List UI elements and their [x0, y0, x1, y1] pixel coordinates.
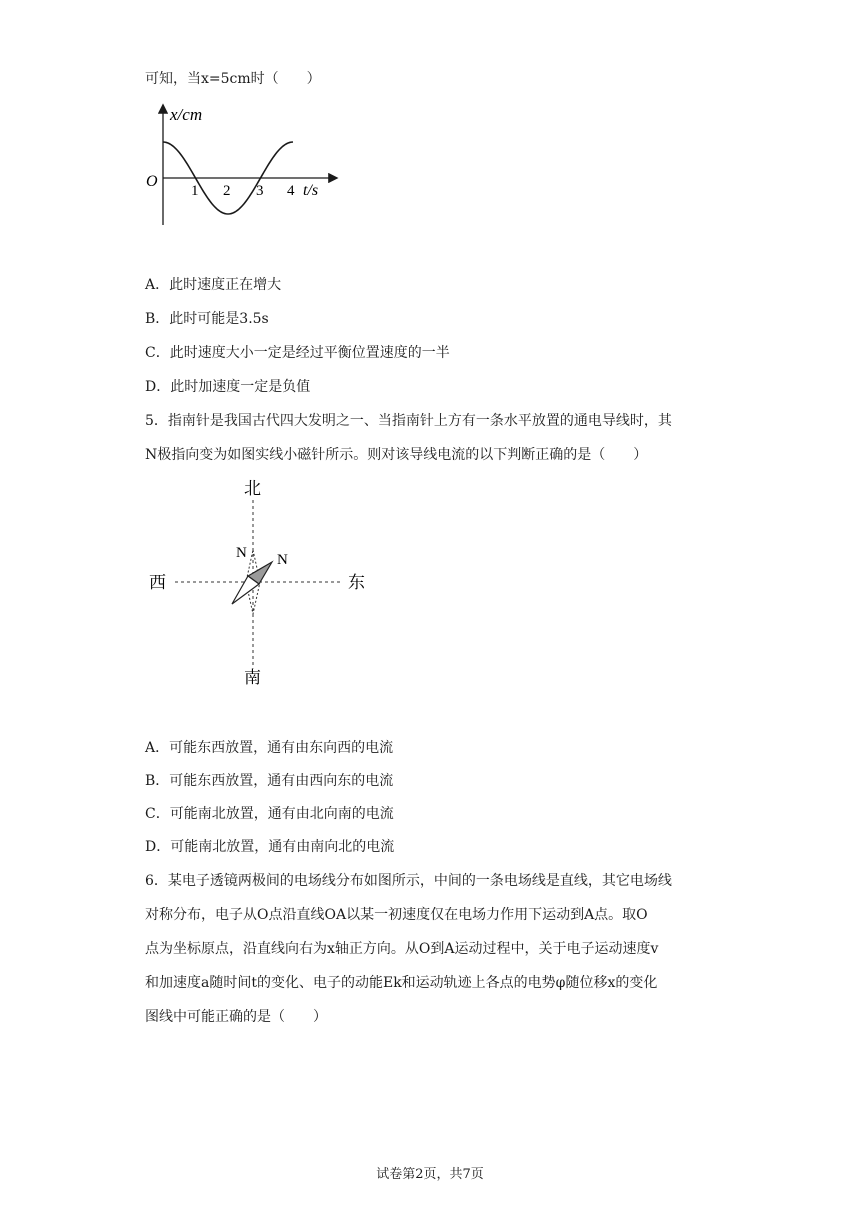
compass-south-label: 南 — [244, 668, 261, 687]
q6-line-1: 6．某电子透镜两极间的电场线分布如图所示，中间的一条电场线是直线，其它电场线 — [145, 873, 672, 889]
graph-origin-label: O — [146, 173, 158, 190]
q6-line-3: 点为坐标原点，沿直线向右为x轴正方向。从O到A运动过程中，关于电子运动速度v — [145, 941, 659, 957]
compass-east-label: 东 — [348, 573, 365, 592]
graph-y-label: x/cm — [170, 105, 203, 124]
q6-line-5: 图线中可能正确的是（ ） — [145, 1009, 327, 1025]
q4-option-c[interactable]: C．此时速度大小一定是经过平衡位置速度的一半 — [145, 345, 450, 361]
graph-tick-1: 1 — [191, 183, 199, 199]
q5-option-b[interactable]: B．可能东西放置，通有由西向东的电流 — [145, 773, 394, 789]
q5-line-2: N极指向变为如图实线小磁针所示。则对该导线电流的以下判断正确的是（ ） — [145, 447, 648, 463]
intro-line: 可知，当x=5cm时（ ） — [145, 71, 321, 87]
graph-tick-3: 3 — [256, 183, 264, 199]
graph-tick-2: 2 — [223, 183, 231, 199]
graph-t-label: t/s — [303, 182, 319, 199]
q4-option-b[interactable]: B．此时可能是3.5s — [145, 311, 269, 327]
graph-tick-4: 4 — [287, 183, 295, 199]
q6-line-2: 对称分布，电子从O点沿直线OA以某一初速度仅在电场力作用下运动到A点。取O — [145, 907, 648, 923]
compass-figure — [140, 470, 380, 695]
q5-line-1: 5．指南针是我国古代四大发明之一、当指南针上方有一条水平放置的通电导线时，其 — [145, 413, 672, 429]
page-footer: 试卷第2页，共7页 — [376, 1167, 484, 1182]
q5-option-c[interactable]: C．可能南北放置，通有由北向南的电流 — [145, 806, 394, 822]
compass-west-label: 西 — [149, 573, 166, 592]
compass-needle-dashed-label: N — [236, 545, 247, 561]
q5-option-a[interactable]: A．可能东西放置，通有由东向西的电流 — [145, 740, 394, 756]
q4-option-a[interactable]: A．此时速度正在增大 — [145, 277, 282, 293]
compass-north-label: 北 — [244, 479, 261, 498]
compass-needle-solid-label: N — [277, 552, 288, 568]
q4-option-d[interactable]: D．此时加速度一定是负值 — [145, 379, 311, 395]
q5-option-d[interactable]: D．可能南北放置，通有由南向北的电流 — [145, 839, 395, 855]
displacement-time-graph — [140, 100, 340, 230]
q6-line-4: 和加速度a随时间t的变化、电子的动能Ek和运动轨迹上各点的电势φ随位移x的变化 — [145, 975, 658, 991]
